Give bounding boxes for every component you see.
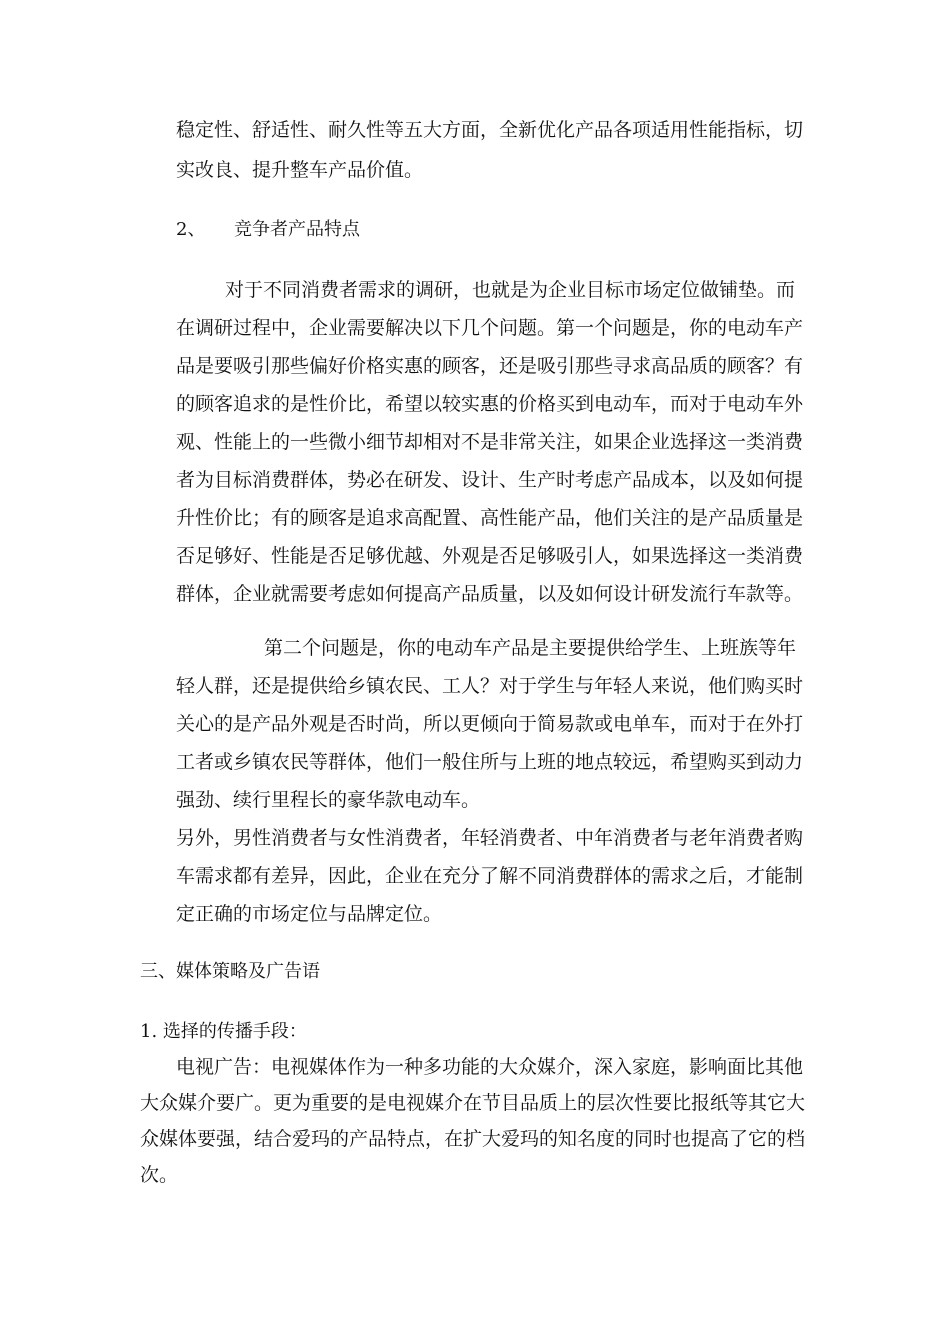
p1-line-4: 的顾客追求的是性价比，希望以较实惠的价格买到电动车，而对于电动车外 xyxy=(176,393,804,415)
p2-line-1: 第二个问题是，你的电动车产品是主要提供给学生、上班族等年 xyxy=(264,637,797,659)
p3-line-2: 车需求都有差异，因此，企业在充分了解不同消费群体的需求之后，才能制 xyxy=(176,865,804,887)
p2-line-4: 工者或乡镇农民等群体，他们一般住所与上班的地点较远，希望购买到动力 xyxy=(176,751,804,773)
p1-line-1: 对于不同消费者需求的调研，也就是为企业目标市场定位做铺垫。而 xyxy=(225,279,796,301)
intro-line-2: 实改良、提升整车产品价值。 xyxy=(176,159,424,181)
p1-line-6: 者为目标消费群体，势必在研发、设计、生产时考虑产品成本，以及如何提 xyxy=(176,469,804,491)
p4-line-1: 电视广告：电视媒体作为一种多功能的大众媒介，深入家庭，影响面比其他 xyxy=(176,1056,804,1078)
p1-line-3: 品是要吸引那些偏好价格实惠的顾客，还是吸引那些寻求高品质的顾客？有 xyxy=(176,355,804,377)
p3-line-1: 另外，男性消费者与女性消费者，年轻消费者、中年消费者与老年消费者购 xyxy=(176,827,804,849)
p3-line-3: 定正确的市场定位与品牌定位。 xyxy=(176,903,443,925)
p1-line-5: 观、性能上的一些微小细节却相对不是非常关注，如果企业选择这一类消费 xyxy=(176,431,804,453)
p1-line-8: 否足够好、性能是否足够优越、外观是否足够吸引人，如果选择这一类消费 xyxy=(176,545,804,567)
p2-line-3: 关心的是产品外观是否时尚，所以更倾向于简易款或电单车，而对于在外打 xyxy=(176,713,804,735)
p2-line-5: 强劲、续行里程长的豪华款电动车。 xyxy=(176,789,481,811)
sub1-title: 1. 选择的传播手段： xyxy=(140,1021,307,1042)
p1-line-7: 升性价比；有的顾客是追求高配置、高性能产品，他们关注的是产品质量是 xyxy=(176,507,804,529)
p4-line-4: 次。 xyxy=(140,1164,179,1186)
section2-title: 竞争者产品特点 xyxy=(234,219,360,240)
p1-line-9: 群体，企业就需要考虑如何提高产品质量，以及如何设计研发流行车款等。 xyxy=(176,583,804,605)
p2-line-2: 轻人群，还是提供给乡镇农民、工人？对于学生与年轻人来说，他们购买时 xyxy=(176,675,804,697)
p4-line-2: 大众媒介要广。更为重要的是电视媒介在节目品质上的层次性要比报纸等其它大 xyxy=(140,1092,806,1114)
p4-line-3: 众媒体要强，结合爱玛的产品特点，在扩大爱玛的知名度的同时也提高了它的档 xyxy=(140,1128,806,1150)
section3-title: 三、媒体策略及广告语 xyxy=(140,961,320,982)
section2-number: 2、 xyxy=(176,219,206,240)
intro-line-1: 稳定性、舒适性、耐久性等五大方面，全新优化产品各项适用性能指标，切 xyxy=(176,119,804,141)
p1-line-2: 在调研过程中，企业需要解决以下几个问题。第一个问题是，你的电动车产 xyxy=(176,317,804,339)
